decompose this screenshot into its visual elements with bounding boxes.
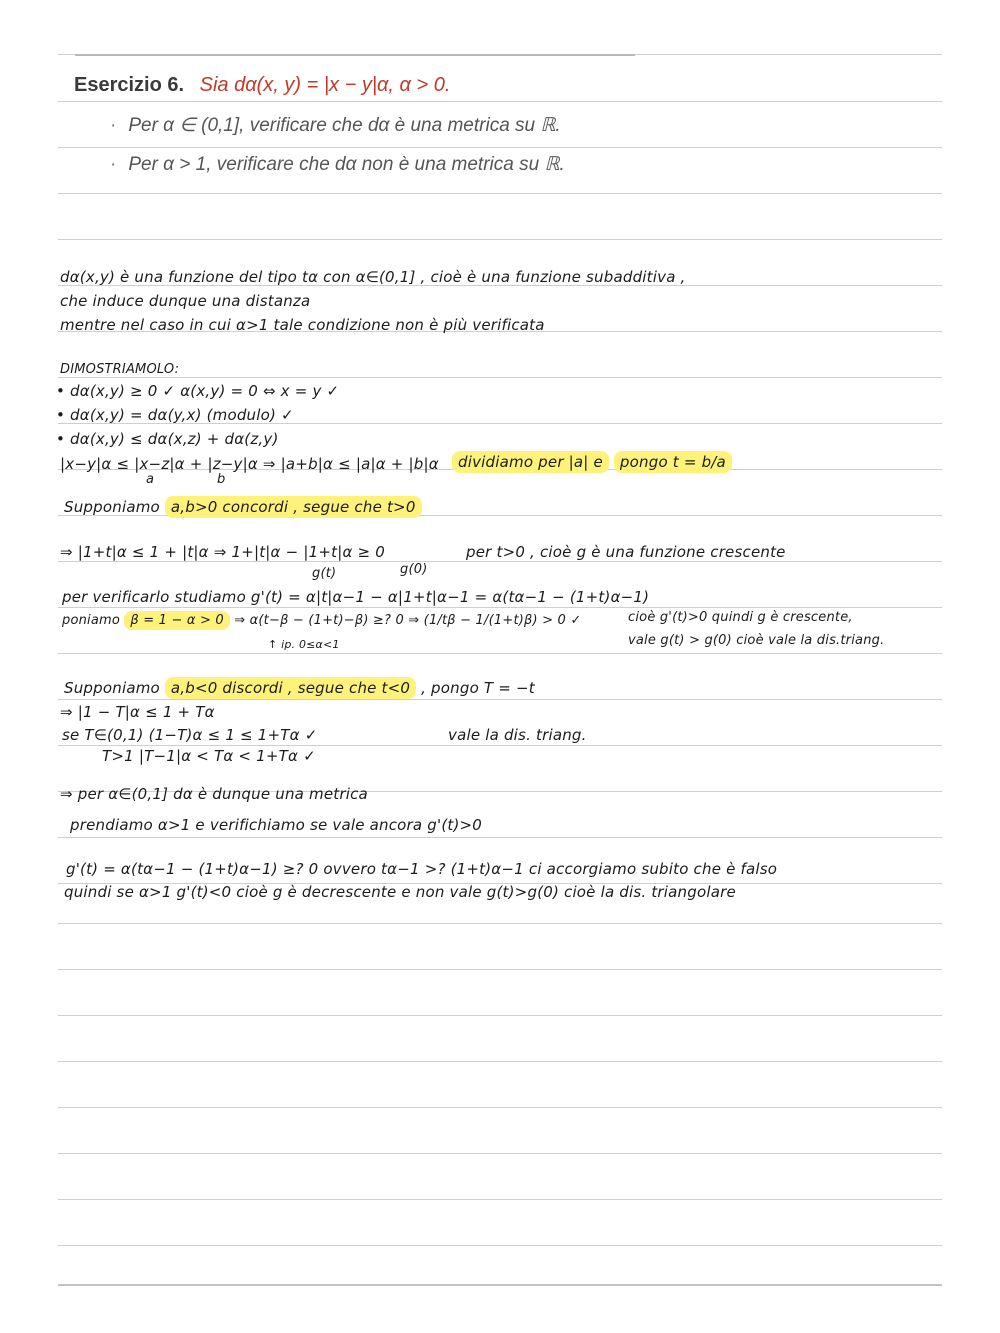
ruled-line: [58, 561, 942, 562]
ruled-line: [58, 653, 942, 654]
ruled-line: [58, 969, 942, 970]
note-case-positive: [64, 498, 422, 516]
exercise-statement: Sia dα(x, y) = |x − y|α, α > 0.: [199, 74, 451, 96]
highlight-divide: dividiamo per |a| e: [452, 451, 609, 473]
ruled-line: [58, 607, 942, 608]
exercise-bullet: · Per α > 1, verificare che dα non è una metrica su ℝ.: [110, 154, 565, 175]
note-T-inequality: ⇒ |1 − T|α ≤ 1 + Tα: [60, 703, 215, 721]
header-separator: [75, 54, 635, 56]
note-g-inequality: ⇒ |1+t|α ≤ 1 + |t|α ⇒ 1+|t|α − |1+t|α ≥ 0: [60, 543, 385, 561]
note-derivative-check: g'(t) = α(tα−1 − (1+t)α−1) ≥? 0 ovvero tα−1 >? (1+t)α−1 ci accorgiamo subito che è falso: [66, 860, 778, 878]
ruled-line: [58, 1153, 942, 1154]
note-intro-line: mentre nel caso in cui α>1 tale condizione non è più verificata: [60, 316, 545, 334]
ruled-line: [58, 1284, 942, 1286]
note-section-title: DIMOSTRIAMOLO:: [60, 362, 180, 377]
exercise-bullet-text: Per α > 1, verificare che dα non è una metrica su ℝ.: [128, 154, 565, 175]
note-side-comment: cioè g'(t)>0 quindi g è crescente,: [628, 610, 853, 625]
highlight-case-negative: a,b<0 discordi , segue che t<0: [165, 677, 416, 699]
note-hypothesis: ↑ ip. 0≤α<1: [268, 638, 340, 651]
highlight-beta: β = 1 − α > 0: [124, 611, 229, 630]
ruled-line: [58, 837, 942, 838]
ruled-line: [58, 1199, 942, 1200]
note-underbrace-a: a: [146, 472, 155, 487]
ruled-line: [58, 1061, 942, 1062]
ruled-line: [58, 377, 942, 378]
note-side-comment: vale g(t) > g(0) cioè vale la dis.triang.: [628, 633, 885, 648]
note-g-label: g(t): [312, 566, 337, 581]
ruled-line: [58, 1245, 942, 1246]
note-text: Supponiamo: [64, 679, 160, 697]
note-derivative: per verificarlo studiamo g'(t) = α|t|α−1 − α|1+t|α−1 = α(tα−1 − (1+t)α−1): [62, 588, 650, 606]
note-inequality: |x−y|α ≤ |x−z|α + |z−y|α ⇒ |a+b|α ≤ |a|α + |b|α: [60, 455, 439, 473]
note-case-comment: vale la dis. triang.: [448, 726, 587, 744]
ruled-line: [58, 923, 942, 924]
note-g0-label: g(0): [400, 562, 428, 577]
note-text: poniamo: [62, 613, 121, 628]
ruled-line: [58, 1015, 942, 1016]
exercise-label: Esercizio 6.: [74, 74, 185, 96]
ruled-line: [58, 147, 942, 148]
note-intro-line: dα(x,y) è una funzione del tipo tα con α∈(0,1] , cioè è una funzione subadditiva ,: [60, 268, 686, 286]
ruled-line: [58, 699, 942, 700]
note-highlight: [452, 453, 732, 471]
ruled-line: [58, 101, 942, 102]
note-property: • dα(x,y) ≥ 0 ✓ α(x,y) = 0 ⇔ x = y ✓: [56, 382, 340, 400]
note-underbrace-b: b: [217, 472, 226, 487]
note-g-increasing: per t>0 , cioè g è una funzione crescente: [466, 543, 786, 561]
note-case-T-small: se T∈(0,1) (1−T)α ≤ 1 ≤ 1+Tα ✓: [62, 726, 318, 744]
ruled-line: [58, 745, 942, 746]
exercise-bullet: · Per α ∈ (0,1], verificare che dα è una metrica su ℝ.: [110, 115, 561, 136]
ruled-line: [58, 239, 942, 240]
exercise-bullet-text: Per α ∈ (0,1], verificare che dα è una metrica su ℝ.: [128, 115, 561, 136]
note-intro-line: che induce dunque una distanza: [60, 292, 311, 310]
note-case-negative: [64, 679, 535, 697]
note-text: Supponiamo: [64, 498, 160, 516]
highlight-pongo: pongo t = b/a: [614, 451, 732, 473]
ruled-line: [58, 1107, 942, 1108]
note-conclusion: ⇒ per α∈(0,1] dα è dunque una metrica: [60, 785, 368, 803]
exercise-heading: [74, 74, 450, 97]
note-property: • dα(x,y) ≤ dα(x,z) + dα(z,y): [56, 430, 279, 448]
note-final: quindi se α>1 g'(t)<0 cioè g è decrescente e non vale g(t)>g(0) cioè la dis. triangolare: [64, 883, 736, 901]
note-alpha-gt-1: prendiamo α>1 e verifichiamo se vale ancora g'(t)>0: [70, 816, 483, 834]
note-text: , pongo T = −t: [421, 679, 535, 697]
note-case-T-large: T>1 |T−1|α < Tα < 1+Tα ✓: [102, 747, 316, 765]
ruled-line: [58, 193, 942, 194]
note-beta-line: [62, 613, 581, 628]
highlight-case-positive: a,b>0 concordi , segue che t>0: [165, 496, 422, 518]
note-text: ⇒ α(t−β − (1+t)−β) ≥? 0 ⇒ (1/tβ − 1/(1+t)β) > 0 ✓: [234, 613, 582, 628]
note-property: • dα(x,y) = dα(y,x) (modulo) ✓: [56, 406, 294, 424]
